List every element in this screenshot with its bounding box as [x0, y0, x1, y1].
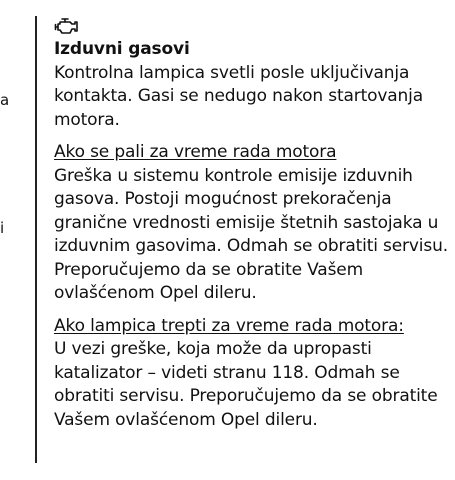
left-text-fragment: a [0, 91, 10, 109]
section-running-title: Ako se pali za vreme rada motora [54, 142, 337, 162]
section-flashing-body: U vezi greške, koja može da upropasti katalizator – videti stranu 118. Odmah se obratiti servisu. Preporučujemo da se obratite Vašem ovlašćenom Opel dileru. [54, 339, 438, 430]
column-divider [35, 16, 37, 463]
entry-heading: Izduvni gasovi [54, 39, 190, 59]
entry-intro-text: Kontrolna lampica svetli posle uključivanja kontakta. Gasi se nedugo nakon startovanja motora. [54, 62, 424, 130]
section-running [54, 141, 449, 306]
left-text-fragment: i [0, 219, 5, 237]
engine-check-icon [54, 14, 80, 36]
left-column-fragment [0, 0, 36, 480]
section-running-body: Greška u sistemu kontrole emisije izduvnih gasova. Postoji mogućnost prekoračenja granične vrednosti emisije štetnih sastojaka u izduvnim gasovima. Odmah se obratiti servisu. Preporučujemo da se obratite Vašem ovlašćenom Opel dileru. [54, 165, 448, 303]
warning-light-entry [54, 14, 449, 432]
section-flashing [54, 315, 449, 433]
section-flashing-title: Ako lampica trepti za vreme rada motora: [54, 315, 404, 336]
